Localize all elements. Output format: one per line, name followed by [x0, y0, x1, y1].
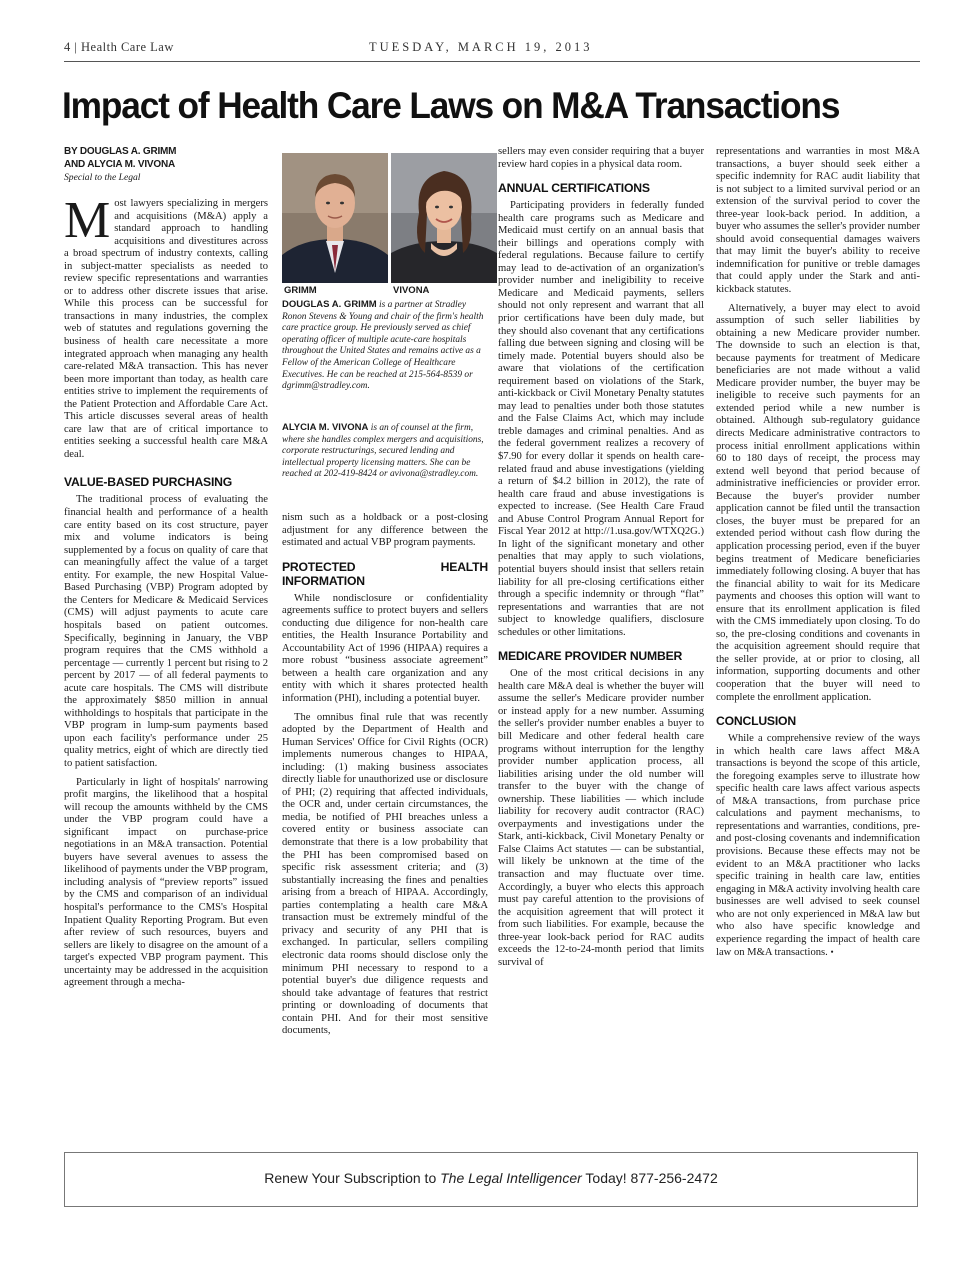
- drop-cap: M: [64, 192, 111, 249]
- heading-value-based-purchasing: VALUE-BASED PURCHASING: [64, 475, 233, 490]
- paragraph: Particularly in light of hospitals' narrowing profit margins, the likelihood that a hospital will recoup the amounts withheld by the CMS under the VBP program could have a significant impact on purchase-price negotiations in an M&A transaction. Potential buyers have several avenues to assess the likelihood of payments under the VBP program, including analysis of “preview reports” issued by the CMS and comparison of an individual hospital's performance to the CMS's Hospital Inpatient Quality Reporting Program. But even after review of such resources, buyers and sellers are likely to disagree on the amount of a target's expected VBP program payment. This uncertainty may be addressed in the acquisition agreement through a mecha-: [64, 776, 268, 989]
- paragraph: representations and warranties in most M&A transactions, a buyer should seek either a specific indemnity for RAC audit liability that is not subject to a limited survival period or an extension of the survival period to cover the three-year look-back period. In addition, a buyer who assumes the seller's provider number should avoid consequential damages waivers that may limit the buyer's ability to receive indemnification for punitive or treble damages that could apply under the Stark and anti-kickback statutes.: [716, 146, 920, 296]
- grimm-portrait-image: [282, 153, 388, 283]
- intro-paragraph: [64, 192, 268, 461]
- heading-conclusion: CONCLUSION: [716, 714, 796, 729]
- grimm-caption: GRIMM: [284, 285, 317, 296]
- heading-protected-health-information: PROTECTED HEALTH INFORMATION: [282, 559, 488, 588]
- end-mark: •: [830, 947, 834, 958]
- paragraph: [716, 733, 920, 960]
- article-headline: Impact of Health Care Laws on M&A Transactions: [62, 84, 840, 126]
- vivona-caption: VIVONA: [393, 285, 430, 296]
- subscription-banner[interactable]: [64, 1152, 918, 1207]
- publication-name: The Legal Intelligencer: [440, 1170, 582, 1186]
- paragraph: Alternatively, a buyer may elect to avoid assumption of such seller liabilities by obtaining a new Medicare provider number. The downside to such an election is that, because payments for treatment of Medicare beneficiaries are not made without a valid Medicare provider number, the buyer may be ineligible to receive such payments for an extended period while a new number is obtained. Although sub-regulatory guidance directs Medicare administrative contractors to process initial enrollment applications within 60 to 180 days of receipt, the process may extend well beyond that period because of administrative inefficiencies or provider error. Because the buyer's provider number application cannot be filed until the transaction closes, the buyer must be prepared for an extended period without cash flow during the application processing period, even if the buyer begins treatment of Medicare beneficiaries immediately following closing. A buyer that has the financial ability to wait for its Medicare payments and chooses this option will want to ensure that its enrollment application is filed with the CMS immediately upon closing. To do so, the pre-closing conditions and covenants in the acquisition agreement should require that the seller provide, at or prior to closing, all information, supporting documents and other cooperation that the buyer will need to complete the enrollment application.: [716, 302, 920, 703]
- vivona-portrait-image: [391, 153, 497, 283]
- subscription-text: [65, 1170, 917, 1186]
- paragraph: The omnibus final rule that was recently adopted by the Department of Health and Human Services' Office for Civil Rights (OCR) implements numerous changes to HIPAA, including: (1) making business associates directly liable for unauthorized use or disclosure of PHI; (2) requiring that affected individuals, the OCR and, under certain circumstances, the media, be notified of PHI breaches unless a covered entity or business associate can demonstrate that there is a low probability that the PHI has been compromised based on specific risk assessment criteria; and (3) substantially increasing the fines and penalties arising from a breach of HIPAA. Accordingly, parties contemplating a health care M&A transaction must be extremely mindful of the privacy and security of any PHI that is exchanged. In particular, sellers compiling electronic data rooms should disclose only the minimum PHI necessary to respond to a potential buyer's due diligence requests and should take advantage of features that restrict printing or downloading of documents that contain PHI. And for their most sensitive documents,: [282, 711, 488, 1037]
- paragraph: nism such as a holdback or a post-closing adjustment for any difference between the estimated and actual VBP program payments.: [282, 512, 488, 549]
- byline-author-2: AND ALYCIA M. VIVONA: [64, 158, 176, 170]
- grimm-bio: [282, 299, 487, 393]
- issue-date: TUESDAY, MARCH 19, 2013: [369, 40, 593, 54]
- grimm-bio-name: DOUGLAS A. GRIMM: [282, 299, 377, 310]
- conclusion-text: While a comprehensive review of the ways in which health care laws affect M&A transactions is beyond the scope of this article, the foregoing examples serve to illustrate how specific health care laws affect various aspects of M&A transactions, from purchase price calculations and payment mechanisms, to representations and warranties, conditions, pre- and post-closing covenants and indemnification provisions. Because these effects may not be evident to an M&A practitioner who lacks specific training in health care law, entities engaging in M&A activity involving health care businesses are well advised to seek counsel who are not only experienced in M&A law but who also have specific knowledge and experience regarding the impact of health care law on M&A transactions.: [716, 733, 920, 959]
- vivona-bio-text: is an of counsel at the firm, where she handles complex mergers and acquisitions, corporate restructurings, secured lending and intellectual property licensing matters. She can be reached at 202-419-8424 or avivona@stradley.com.: [282, 423, 484, 480]
- vivona-bio-name: ALYCIA M. VIVONA: [282, 422, 369, 433]
- column-1: [64, 146, 268, 990]
- header-rule: [64, 61, 920, 62]
- heading-medicare-provider-number: MEDICARE PROVIDER NUMBER: [498, 649, 683, 664]
- paragraph: Participating providers in federally funded health care programs such as Medicare and Medicaid must certify on an annual basis that their billings and operations comply with federal regulations. Because failure to certify may lead to de-activation of an organization's provider number and ineligibility to receive Medicare and Medicaid payments, sellers should not only represent and warrant that all prior certifications have been duly made, but they should also covenant that any certifications falling due between signing and closing will be timely made. Potential buyers should also be aware that violations of the certification requirement based on violations of the Stark, anti-kickback or Civil Monetary Penalty statutes may lead to penalties under both those statutes and the False Claims Act, which may include treble damages and criminal penalties. And as the federal government realizes a recovery of $7.90 for every dollar it spends on health care-related fraud and abuse investigations (yielding a return of $4.2 billion in 2012), the rate of health care fraud and abuse investigations is expected to increase. (See Health Care Fraud and Abuse Control Program Annual Report for Fiscal Year 2012 at http://1.usa.gov/WTXQ2G.) In light of the significant monetary and other penalties that may apply to such violations, potential buyers should insist that sellers retain liability for all pre-closing certifications either through a specific indemnity or through “flat” representations and warranties that are not subject to knowledge qualifiers, disclosure schedules or other limitations.: [498, 200, 704, 638]
- running-head: [64, 40, 920, 60]
- byline-special: Special to the Legal: [64, 172, 141, 183]
- column-3: [498, 146, 704, 969]
- intro-text: ost lawyers specializing in mergers and acquisitions (M&A) apply a standard approach to handling acquisitions and divestitures across a broad spectrum of industry contexts, calling in subject-matter specialists as needed to review specific representations and warranties or to address other discrete issues that arise. While this process can be successful for transactions in many industries, the complex web of statutes and regulations governing the business of health care necessitate a more integrated approach when managing any health care-related M&A transaction. This has never been more important than today, as health care entities strive to implement the requirements of the Patient Protection and Affordable Care Act. This article discusses several areas of health care law that are of critical importance to entities seeking a successful health care M&A deal.: [64, 198, 268, 460]
- footer-suffix: Today! 877-256-2472: [581, 1170, 718, 1186]
- column-2: [282, 512, 488, 1038]
- paragraph: While nondisclosure or confidentiality agreements suffice to protect buyers and sellers conducting due diligence for non-health care entities, the Health Insurance Portability and Accountability Act of 1996 (HIPAA) requires a more robust “business associate agreement” between a health care organization and any entity with which it shares protected health information (PHI), including a potential buyer.: [282, 592, 488, 705]
- page-label: 4 | Health Care Law: [64, 40, 174, 54]
- paragraph: One of the most critical decisions in any health care M&A deal is whether the buyer will assume the seller's Medicare provider number or instead apply for a new number. Assuming the seller's provider number enables a buyer to bill Medicare and other federal health care programs without interruption for the lengthy provider number application process, all liabilities arising under the old number will transfer to the buyer with the change of ownership. These liabilities — which include liability for recovery audit contractor (RAC) overpayments and investigations under the Stark, anti-kickback, Civil Monetary Penalty or False Claims Act statutes — can be substantial, will likely be unknown at the time of the transaction and may fluctuate over time. Accordingly, a buyer who elects this approach must pay careful attention to the provisions of the acquisition agreement that will protect it from such liabilities. For example, because the three-year look-back period for RAC audits exceeds the 12-to-24-month period that limits survival of: [498, 668, 704, 968]
- heading-annual-certifications: ANNUAL CERTIFICATIONS: [498, 181, 650, 196]
- vivona-bio: [282, 422, 487, 481]
- grimm-photo: [282, 153, 388, 283]
- byline-author-1: BY DOUGLAS A. GRIMM: [64, 146, 177, 157]
- vivona-photo: [391, 153, 497, 283]
- paragraph: sellers may even consider requiring that a buyer review hard copies in a physical data room.: [498, 146, 704, 170]
- grimm-bio-text: is a partner at Stradley Ronon Stevens & Young and chair of the firm's health care practice group. He previously served as chief operating officer of multiple acute-care hospitals throughout the United States and remains active as a Fellow of the American College of Healthcare Executives. He can be reached at 215-564-8539 or dgrimm@stradley.com.: [282, 300, 484, 392]
- footer-prefix: Renew Your Subscription to: [264, 1170, 441, 1186]
- column-4: [716, 146, 920, 960]
- paragraph: The traditional process of evaluating the financial health and performance of a health care entity based on its cost structure, payer mix and volume indicators is being supplemented by a focus on quality of care that can meaningfully affect the value of a target entity. For example, the new Hospital Value-Based Purchasing (VBP) Program adopted by the Centers for Medicare & Medicaid Services (CMS) will adjust payments to acute care hospitals based on patient outcomes. Specifically, beginning in January, the VBP program requires that the CMS withhold a percentage — currently 1 percent but rising to 2 percent by 2017 — of all federal payments to acute care hospitals. The CMS will distribute the approximately $850 million in annual withholdings to hospitals that participate in the VBP program in lump-sum payments based upon each facility's performance under 25 quality metrics, eight of which are directly tied to patient satisfaction.: [64, 494, 268, 769]
